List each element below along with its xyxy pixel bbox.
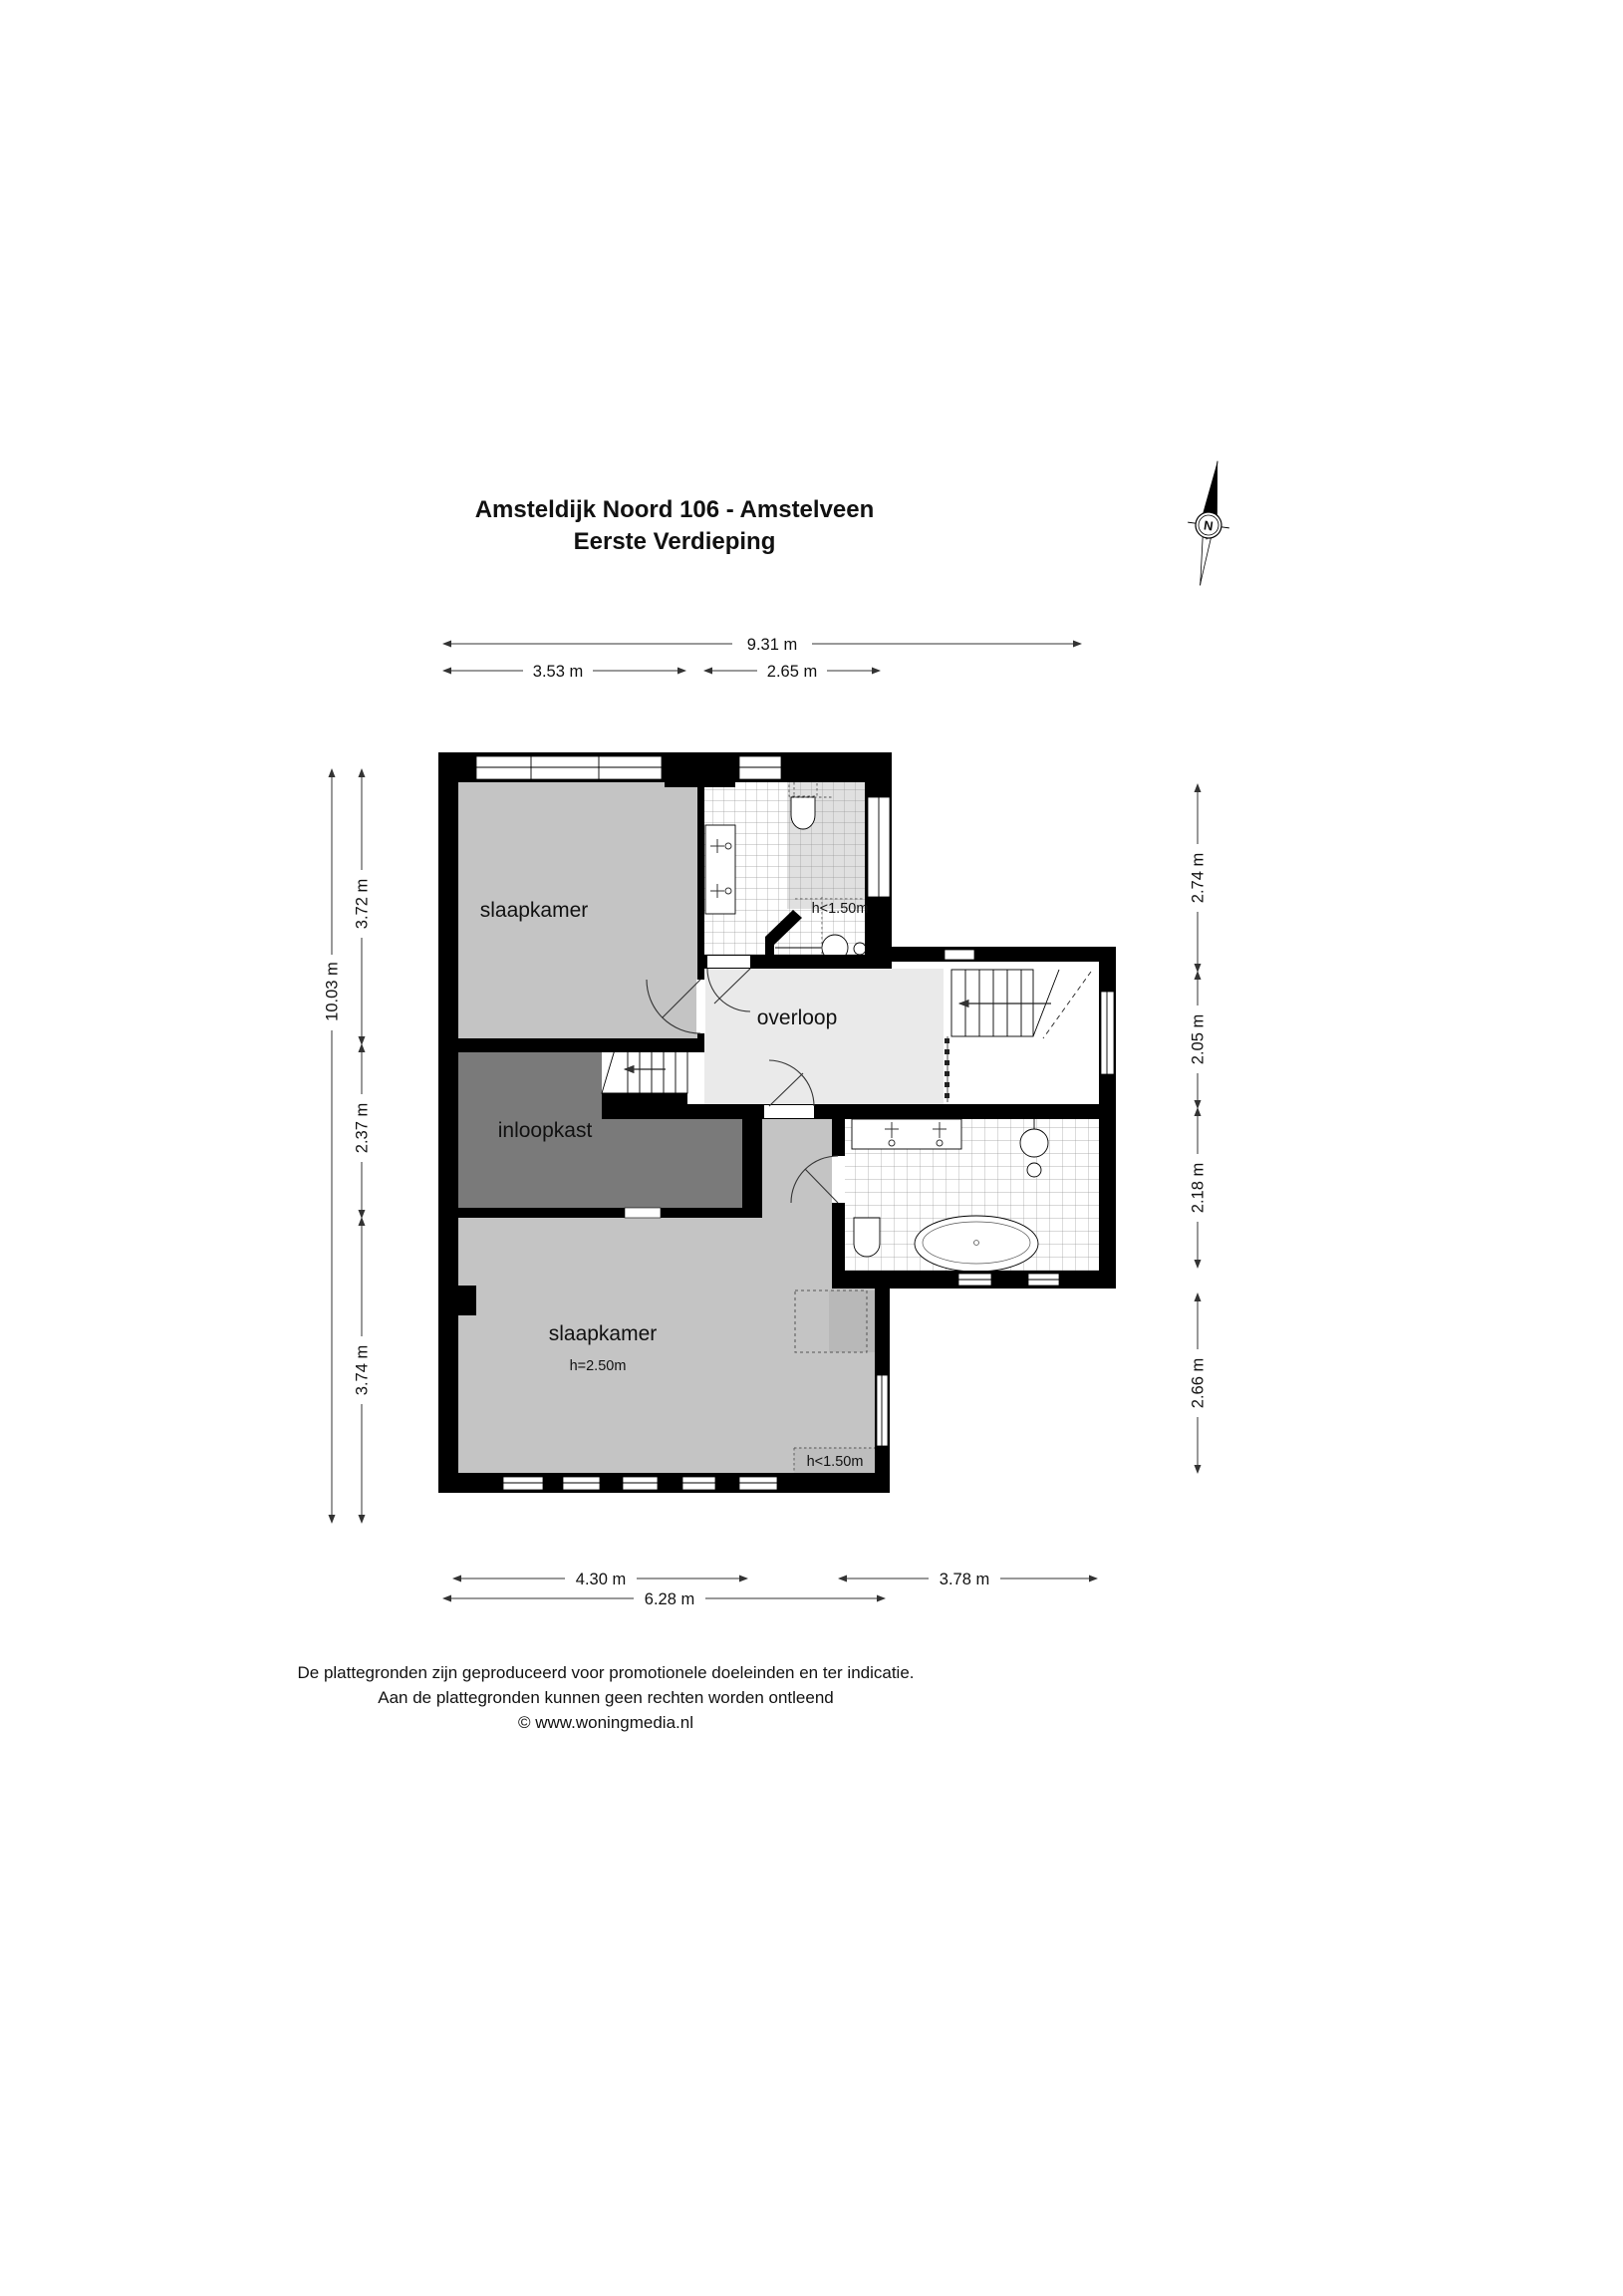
toilet-icon	[854, 1218, 880, 1257]
low-height-label-bathroom: h<1.50m	[811, 901, 869, 917]
window	[1101, 992, 1114, 1074]
room-label-landing: overloop	[756, 1006, 838, 1029]
door-opening	[696, 980, 705, 1033]
closet-floor-right	[602, 1104, 742, 1208]
dim-bottom-total: 6.28 m	[644, 1590, 695, 1608]
north-compass-icon	[1180, 458, 1238, 589]
window	[563, 1477, 600, 1490]
room-label-bedroom-bottom: slaapkamer	[548, 1322, 658, 1345]
window	[476, 756, 662, 779]
window	[739, 756, 781, 779]
bedroom-bottom-floor	[458, 1218, 875, 1473]
compass-north-label: N	[1203, 517, 1215, 534]
ceiling-height-label: h=2.50m	[569, 1358, 627, 1374]
dim-right-seg4: 2.66 m	[1189, 1357, 1208, 1409]
double-vanity-unit	[852, 1119, 961, 1149]
page-subtitle: Eerste Verdieping	[573, 528, 776, 555]
bedroom-bottom-corridor	[762, 1119, 832, 1218]
dim-top-left: 3.53 m	[532, 663, 584, 681]
window	[739, 1477, 777, 1490]
title-block	[475, 496, 875, 555]
footer-line2: Aan de plattegronden kunnen geen rechten worden ontleend	[378, 1688, 834, 1707]
dim-bottom-seg2: 3.78 m	[939, 1571, 990, 1588]
shower-drain-icon	[1027, 1163, 1041, 1177]
closet-staircase	[602, 1046, 687, 1093]
window	[945, 950, 974, 960]
room-label-bedroom-top: slaapkamer	[479, 899, 589, 922]
room-label-closet: inloopkast	[497, 1119, 593, 1142]
door-opening	[764, 1105, 814, 1118]
dim-bottom-seg1: 4.30 m	[575, 1571, 627, 1588]
window	[623, 1477, 658, 1490]
footer-line1: De plattegronden zijn geproduceerd voor promotionele doeleinden en ter indicatie.	[297, 1663, 915, 1682]
dim-left-seg2: 2.37 m	[353, 1102, 372, 1154]
door-opening	[833, 1156, 844, 1203]
dim-left-seg3: 3.74 m	[353, 1344, 372, 1396]
window	[503, 1477, 543, 1490]
low-height-label-bedroom: h<1.50m	[806, 1454, 864, 1470]
dim-top-total: 9.31 m	[746, 636, 798, 654]
footer-block	[297, 1663, 914, 1732]
closet-opening	[625, 1208, 661, 1218]
dim-right-seg1: 2.74 m	[1189, 852, 1208, 904]
landing-floor	[704, 969, 944, 1104]
dim-left-seg1: 3.72 m	[353, 878, 372, 930]
drain-icon	[854, 943, 866, 955]
dim-right-seg3: 2.18 m	[1189, 1162, 1208, 1214]
dim-left-total: 10.03 m	[323, 962, 342, 1021]
toilet-icon	[791, 797, 815, 829]
footer-copyright: © www.woningmedia.nl	[518, 1713, 693, 1732]
window	[877, 1375, 888, 1446]
page-title: Amsteldijk Noord 106 - Amstelveen	[474, 496, 875, 523]
dim-right-seg2: 2.05 m	[1189, 1013, 1208, 1065]
bathtub-icon	[915, 1216, 1038, 1272]
door-opening	[707, 956, 750, 968]
bedroom-low-area-fill	[829, 1291, 875, 1352]
window	[682, 1477, 715, 1490]
dim-top-right: 2.65 m	[766, 663, 818, 681]
shower-head-icon	[1020, 1129, 1048, 1157]
vanity-unit	[705, 825, 735, 914]
